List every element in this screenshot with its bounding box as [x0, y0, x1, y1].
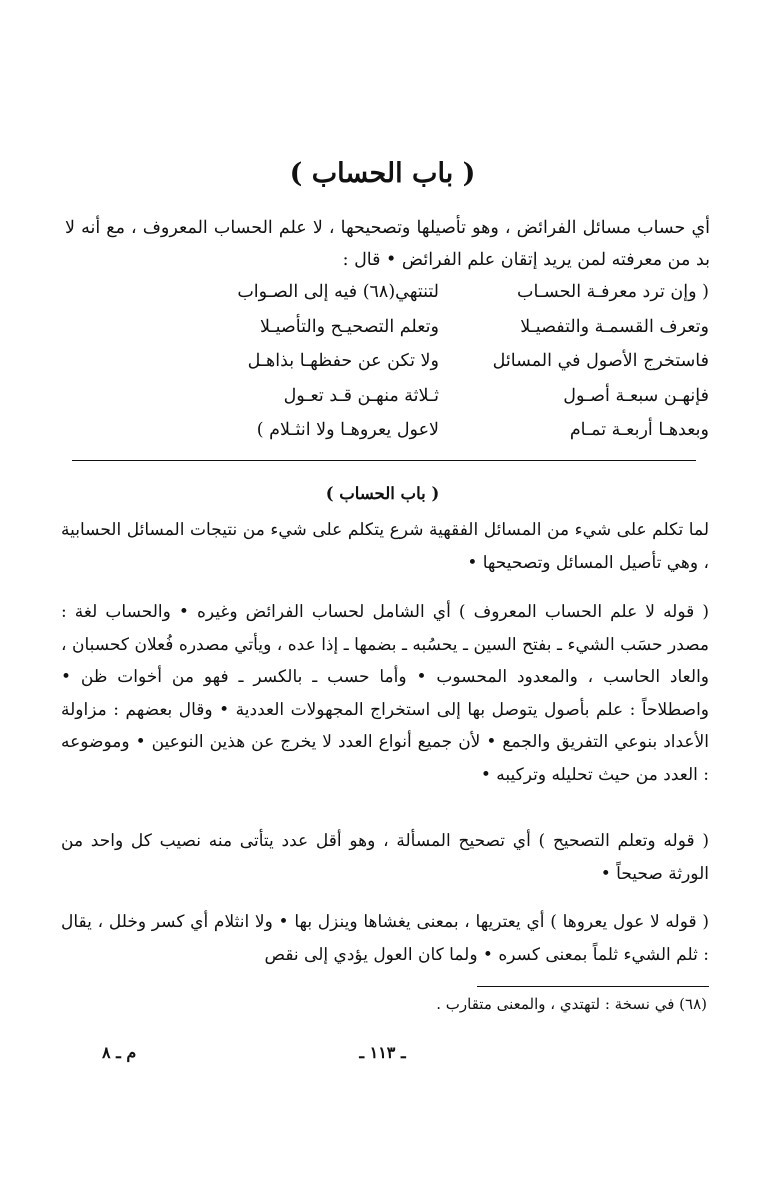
footnote-divider: [477, 986, 709, 987]
verse-second-hemistich: لاعول يعروهـا ولا انثـلام ): [256, 420, 439, 440]
intro-text: أي حساب مسائل الفرائض ، وهو تأصيلها وتصحيحها ، لا علم الحساب المعروف ، مع أنه لا بد من معرفته لمن يريد إتقان علم الفرائض • قال :: [65, 218, 710, 270]
verse-first-hemistich: وبعدهـا أربعـة تمـام: [569, 420, 709, 440]
commentary-text: ( قوله لا عول يعروها ) أي يعتريها ، بمعنى يغشاها وينزل بها • ولا انثلام أي كسر وخلل ، يقال : ثلم الشيء ثلماً بمعنى كسره • ولما كان العول يؤدي إلى نقص: [61, 912, 709, 965]
verse-first-hemistich: فإنهـن سبعـة أصـول: [563, 385, 709, 406]
poem-verse: [129, 351, 709, 386]
commentary-paragraph: [61, 825, 709, 890]
signature-mark: م ـ ٨: [102, 1043, 137, 1062]
commentary-paragraph: [61, 596, 709, 791]
commentary-text: ( قوله لا علم الحساب المعروف ) أي الشامل لحساب الفرائض وغيره • والحساب لغة : مصدر حسَب الشيء ـ بفتح السين ـ يحسُبه ـ بضمها ـ إذا عده ، ويأتي مصدره فُعلان كحسبان ، والعاد الحاسب ، والمعدود المحسوب • وأما حسب ـ بالكسر ـ فهو من أخوات ظن • واصطلاحاً : علم بأصول يتوصل بها إلى استخراج المجهولات العددية • وقال بعضهم : مزاولة الأعداد بنوعي التفريق والجمع • لأن جميع أنواع العدد لا يخرج عن هذين النوعين • وموضوعه : العدد من حيث تحليله وتركيبه •: [61, 602, 709, 785]
verse-first-hemistich: وتعرف القسمـة والتفصيـلا: [520, 316, 709, 337]
commentary-paragraph: [61, 906, 709, 971]
poem: [129, 282, 709, 455]
commentary-paragraph: [61, 514, 709, 579]
verse-first-hemistich: فاستخرج الأصول في المسائل: [492, 351, 709, 371]
commentary-text: لما تكلم على شيء من المسائل الفقهية شرع يتكلم على شيء من نتيجات المسائل الحسابية ، وهي تأصيل المسائل وتصحيحها •: [61, 520, 709, 573]
verse-second-hemistich: ثـلاثة منهـن قـد تعـول: [283, 385, 439, 406]
verse-second-hemistich: لتنتهي(٦٨) فيه إلى الصـواب: [237, 282, 439, 302]
verse-second-hemistich: ولا تكن عن حفظهـا بذاهـل: [247, 351, 439, 371]
poem-verse: [129, 282, 709, 317]
verse-second-hemistich: وتعلم التصحيـح والتأصيـلا: [260, 316, 439, 337]
commentary-text: ( قوله وتعلم التصحيح ) أي تصحيح المسألة ، وهو أقل عدد يتأتى منه نصيب كل واحد من الورثة صحيحاً •: [61, 831, 709, 884]
commentary-title: ( باب الحساب ): [325, 484, 440, 503]
section-divider: [72, 460, 696, 461]
footnote: (٦٨) في نسخة : لتهتدي ، والمعنى متقارب .: [436, 995, 707, 1013]
poem-verse: [129, 420, 709, 455]
page-number: ـ ١١٣ ـ: [359, 1043, 406, 1062]
poem-verse: [129, 386, 709, 421]
verse-first-hemistich: ( وإن ترد معرفـة الحسـاب: [517, 282, 709, 302]
chapter-title: ( باب الحساب ): [289, 158, 476, 189]
intro-paragraph: [65, 212, 710, 276]
poem-verse: [129, 317, 709, 352]
